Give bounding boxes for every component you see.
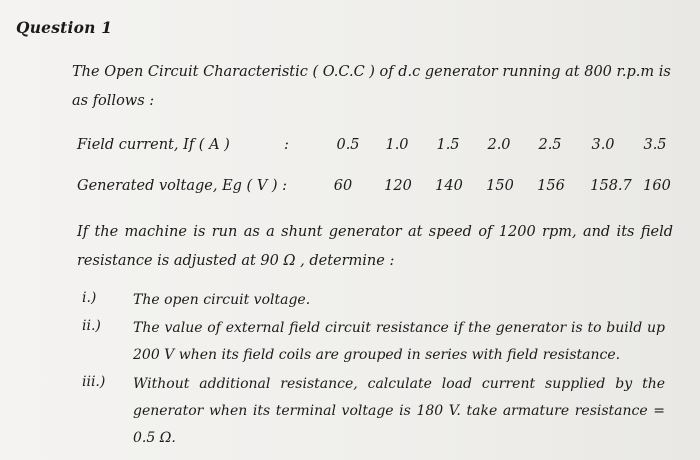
field-current-value: 3.0 — [591, 137, 615, 153]
field-current-value: 1.5 — [436, 137, 460, 153]
field-current-value: 2.0 — [487, 137, 511, 153]
generated-voltage-label: Generated voltage, Eg ( V ) : — [77, 178, 288, 194]
generated-voltage-value: 160 — [643, 178, 671, 194]
generated-voltage-value: 156 — [537, 178, 565, 194]
item-number: i.) — [82, 290, 97, 306]
generated-voltage-value: 140 — [435, 178, 463, 194]
question-title: Question 1 — [16, 18, 113, 37]
task-statement: If the machine is run as a shunt generator at speed of 1200 rpm, and its field resistance is adjusted at 90 Ω , determine : — [77, 224, 673, 269]
field-current-value: 2.5 — [538, 137, 562, 153]
field-current-value: 1.0 — [385, 137, 409, 153]
item-text: The value of external field circuit resistance if the generator is to build up 200 V when its field coils are grouped in series with field resistance. — [133, 320, 665, 363]
generated-voltage-value: 120 — [384, 178, 412, 194]
field-current-label: Field current, If ( A ) — [77, 137, 230, 153]
field-current-separator: : — [284, 137, 289, 153]
field-current-value: 0.5 — [336, 137, 360, 153]
item-number: ii.) — [82, 318, 101, 334]
question-intro: The Open Circuit Characteristic ( O.C.C ) of d.c generator running at 800 r.p.m is as follows : — [72, 64, 671, 109]
item-text: Without additional resistance, calculate load current supplied by the generator when its terminal voltage is 180 V. take armature resistance = 0.5 Ω. — [133, 376, 665, 446]
item-number: iii.) — [82, 374, 106, 390]
item-text: The open circuit voltage. — [133, 292, 311, 308]
generated-voltage-value: 150 — [486, 178, 514, 194]
generated-voltage-value: 60 — [333, 178, 353, 194]
field-current-value: 3.5 — [643, 137, 667, 153]
generated-voltage-value: 158.7 — [590, 178, 632, 194]
